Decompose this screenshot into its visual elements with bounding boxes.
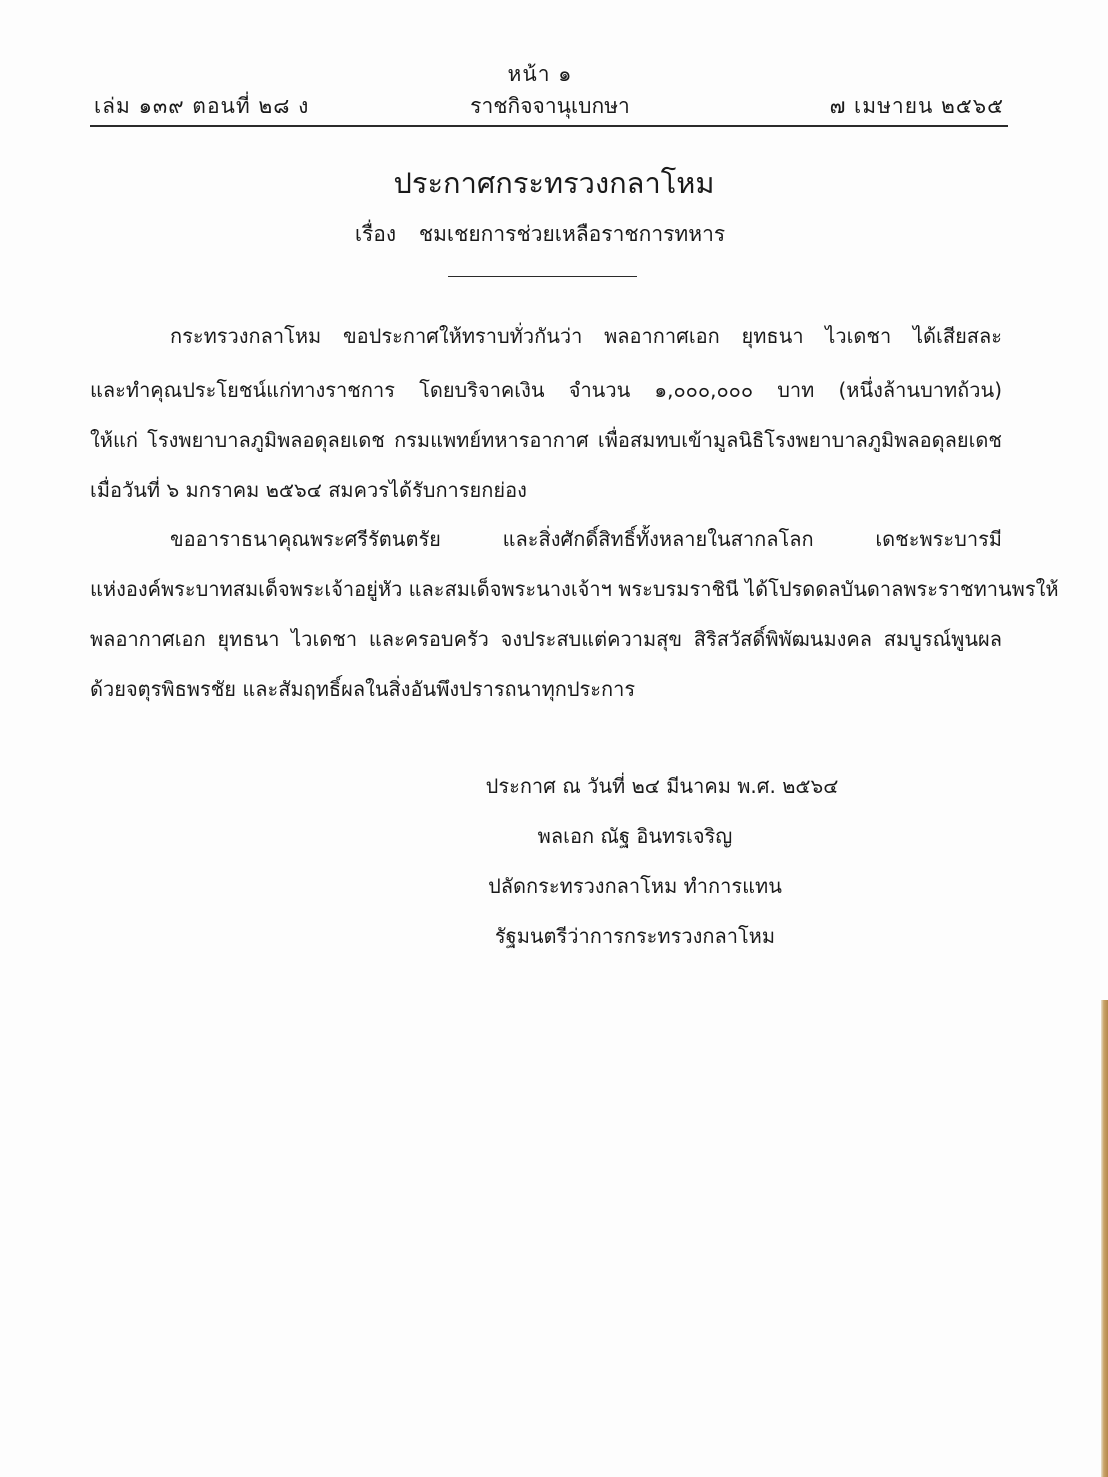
signatory-minister-title: รัฐมนตรีว่าการกระทรวงกลาโหม [494,924,776,948]
paragraph1-line: ให้แก่ โรงพยาบาลภูมิพลอดุลยเดช กรมแพทย์ทหารอากาศ เพื่อสมทบเข้ามูลนิธิโรงพยาบาลภูมิพลอดุลยเดช [90,428,1002,452]
announcement-subject [0,218,1080,251]
signatory-name: พลเอก ณัฐ อินทรเจริญ [537,824,733,848]
paragraph2-line: ขออาราธนาคุณพระศรีรัตนตรัย และสิ่งศักดิ์สิทธิ์ทั้งหลายในสากลโลก เดชะพระบารมี [170,527,1002,551]
gazette-header [90,90,1008,124]
publication-date: ๗ เมษายน ๒๕๖๕ [829,94,1004,118]
header-rule [90,125,1008,127]
announcement-title: ประกาศกระทรวงกลาโหม [393,166,715,200]
paragraph1-line: เมื่อวันที่ ๖ มกราคม ๒๕๖๔ สมควรได้รับการยกย่อง [90,478,527,502]
paragraph2-line: ด้วยจตุรพิธพรชัย และสัมฤทธิ์ผลในสิ่งอันพึงปรารถนาทุกประการ [90,677,636,701]
signatory-position: ปลัดกระทรวงกลาโหม ทำการแทน [488,874,782,898]
page-number: หน้า ๑ [507,62,573,86]
paragraph1-line: และทำคุณประโยชน์แก่ทางราชการ โดยบริจาคเงิน จำนวน ๑,๐๐๐,๐๐๐ บาท (หนึ่งล้านบาทถ้วน) [90,378,1002,402]
volume-issue: เล่ม ๑๓๙ ตอนที่ ๒๘ ง [94,94,310,118]
subject-text: ชมเชยการช่วยเหลือราชการทหาร [418,222,726,246]
paragraph2-line: พลอากาศเอก ยุทธนา ไวเดชา และครอบครัว จงประสบแต่ความสุข สิริสวัสดิ์พิพัฒนมงคล สมบูรณ์พูนผล [90,627,1002,651]
paragraph2-line: แห่งองค์พระบาทสมเด็จพระเจ้าอยู่หัว และสมเด็จพระนางเจ้าฯ พระบรมราชินี ได้โปรดดลบันดาลพระราชทานพรให้ [90,577,1059,601]
subject-label: เรื่อง [354,222,397,246]
publication-name: ราชกิจจานุเบกษา [470,94,630,118]
title-divider [448,276,637,277]
paragraph1-line: กระทรวงกลาโหม ขอประกาศให้ทราบทั่วกันว่า พลอากาศเอก ยุทธนา ไวเดชา ได้เสียสละ [170,324,1002,348]
page-edge [1101,1000,1108,1477]
signature-date: ประกาศ ณ วันที่ ๒๔ มีนาคม พ.ศ. ๒๕๖๔ [485,774,839,798]
